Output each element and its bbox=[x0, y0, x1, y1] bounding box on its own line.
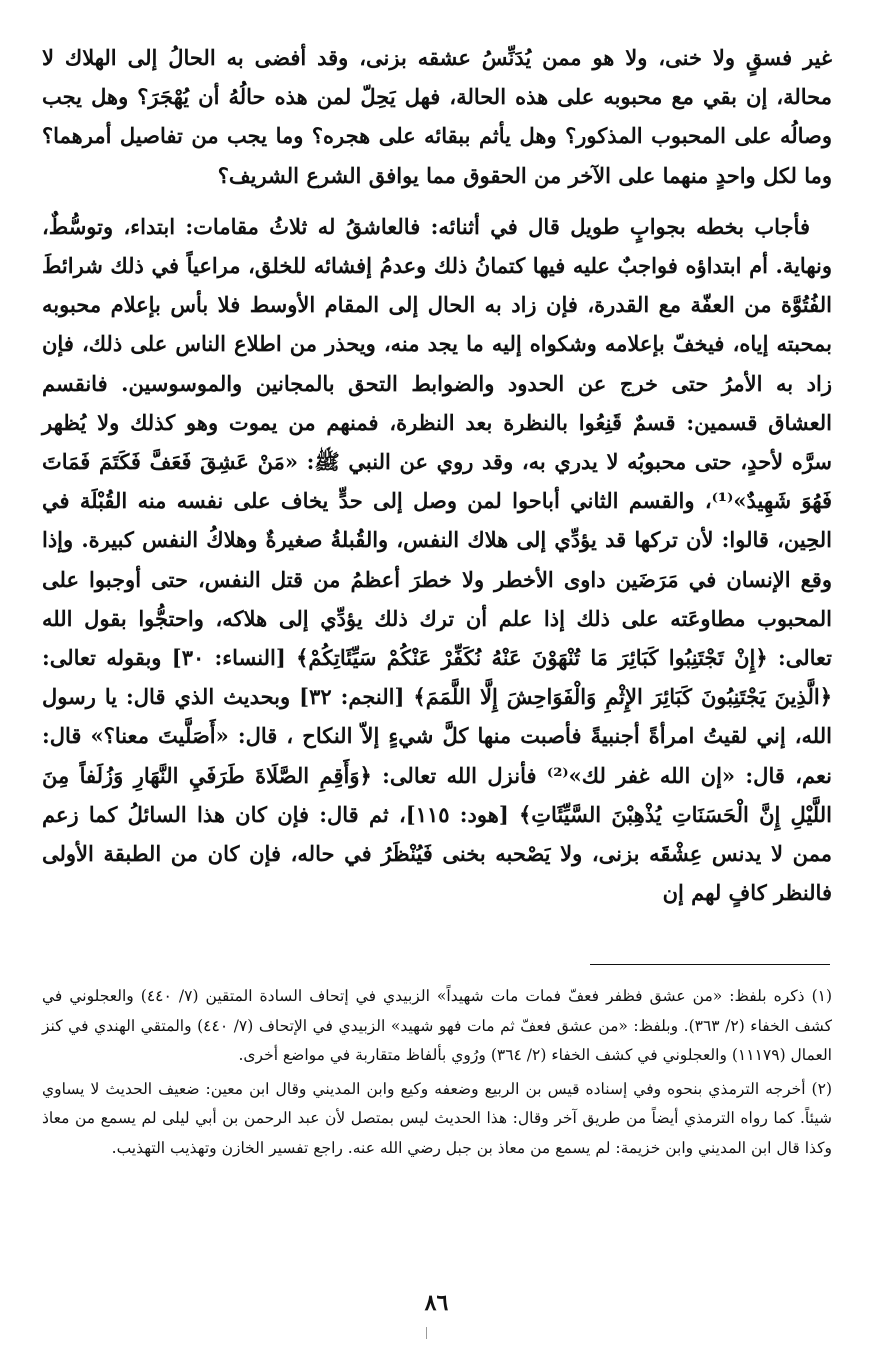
question-paragraph: غير فسقٍ ولا خنى، ولا هو ممن يُدَنِّسُ عشقه بزنى، وقد أفضى به الحالُ إلى الهلاك لا محالة، إن بقي مع محبوبه على هذه الحالة، فهل يَحِلّ لمن هذه حالُهُ أن يُهْجَرَ؟ وهل يجب وصالُه على المحبوب المذكور؟ وهل يأثم ببقائه على هجره؟ وما يجب من تفاصيل أمرهما؟ وما لكل واحدٍ منهما على الآخر من الحقوق مما يوافق الشرع الشريف؟ bbox=[42, 45, 832, 188]
answer-paragraph: فأجاب بخطه بجوابٍ طويل قال في أثنائه: فالعاشقُ له ثلاثُ مقامات: ابتداء، وتوسُّطٌ، ونهاية. أم ابتداؤه فواجبٌ عليه فيها كتمانُ ذلك وعدمُ إفشائه للخلق، مراعياً في ذلك شرائطَ الفُتُوَّة من العفّة مع القدرة، فإن زاد به الحال إلى المقام الأوسط فلا بأس بإعلام محبوبه بمحبته إياه، فيخفّ بإعلامه وشكواه إليه ما يجد منه، ويحذر من اطلاع الناس على ذلك، فإن زاد به الأمرُ حتى خرج عن الحدود والضوابط التحق بالمجانين والموسوسين. فانقسم العشاق قسمين: قسمٌ قَنِعُوا بالنظرة بعد النظرة، فمنهم من يموت وهو كذلك ولا يُظهر سرَّه لأحدٍ، حتى محبوبُه لا يدري به، وقد روي عن النبي ﷺ: «مَنْ عَشِقَ فَعَفَّ فَكَتَمَ فَمَاتَ فَهُوَ شَهِيدٌ»⁽¹⁾، والقسم الثاني أباحوا لمن وصل إلى حدٍّ يخاف على نفسه منه القُبْلَة في الحِين، قالوا: لأن تركها قد يؤدِّي إلى هلاك النفس، والقُبلةُ صغيرةٌ وهلاكُ النفس كبيرة. وإذا وقع الإنسان في مَرَضَين داوى الأخطر ولا خطرَ أعظمُ من قتل النفس، حتى أوجبوا على المحبوب مطاوعَته على ذلك إذا علم أن ترك ذلك يؤدِّي إلى هلاكه، واحتجُّوا بقول الله تعالى: ﴿إِنْ تَجْتَنِبُوا كَبَائِرَ مَا تُنْهَوْنَ عَنْهُ نُكَفِّرْ عَنْكُمْ سَيِّئَاتِكُمْ﴾ [النساء: ٣٠] وبقوله تعالى: ﴿الَّذِينَ يَجْتَنِبُونَ كَبَائِرَ الإِثْمِ وَالْفَوَاحِشَ إِلَّا اللَّمَمَ﴾ [النجم: ٣٢] وبحديث الذي قال: يا رسول الله، إني لقيتُ امرأةً أجنبيةً فأصبت منها كلَّ شيءٍ إلاّ النكاح ، قال: «أَصَلَّيتَ معنا؟» قال: نعم، قال: «إن الله غفر لك»⁽²⁾ فأنزل الله تعالى: ﴿وَأَقِمِ الصَّلَاةَ طَرَفَيِ النَّهَارِ وَزُلَفاً مِنَ اللَّيْلِ إِنَّ الْحَسَنَاتِ يُذْهِبْنَ السَّيِّئَاتِ﴾ [هود: ١١٥]، ثم قال: فإن كان هذا السائلُ كما زعم ممن لا يدنس عِشْقَه بزنى، ولا يَصْحبه بخنى فَيُنْظَرُ في حاله، فإن كان من الطبقة الأولى فالنظر كافٍ لهم إن bbox=[42, 213, 833, 906]
footnotes bbox=[42, 982, 832, 1168]
footnote-1: (١) ذكره بلفظ: «من عشق فظفر فعفّ فمات مات شهيداً» الزبيدي في إتحاف السادة المتقين (٧/ ٤٤٠) والعجلوني في كشف الخفاء (٢/ ٣٦٣). وبلفظ: «من عشق فعفّ ثم مات فهو شهيد» الزبيدي في الإتحاف (٧/ ٤٤٠) والمتقي الهندي في كنز العمال (١١١٧٩) والعجلوني في كشف الخفاء (٢/ ٣٦٤) ورُوي بألفاظ متقاربة في مواضع أخرى. bbox=[42, 987, 833, 1065]
scan-mark bbox=[426, 1327, 427, 1339]
footnote-2: (٢) أخرجه الترمذي بنحوه وفي إسناده قيس بن الربيع وضعفه وكيع وابن المديني وقال ابن معين: ضعيف الحديث لا يساوي شيئاً. كما رواه الترمذي أيضاً من طريق آخر وقال: هذا الحديث ليس بمتصل لأن عبد الرحمن بن أبي ليلى لم يسمع من معاذ وكذا قال ابن المديني وابن خزيمة: لم يسمع من معاذ بن جبل رضي الله عنه. راجع تفسير الخازن وتهذيب التهذيب. bbox=[42, 1079, 832, 1157]
main-text bbox=[42, 38, 832, 912]
page-number: ٨٦ bbox=[424, 1290, 449, 1316]
footnote-separator bbox=[590, 964, 830, 965]
